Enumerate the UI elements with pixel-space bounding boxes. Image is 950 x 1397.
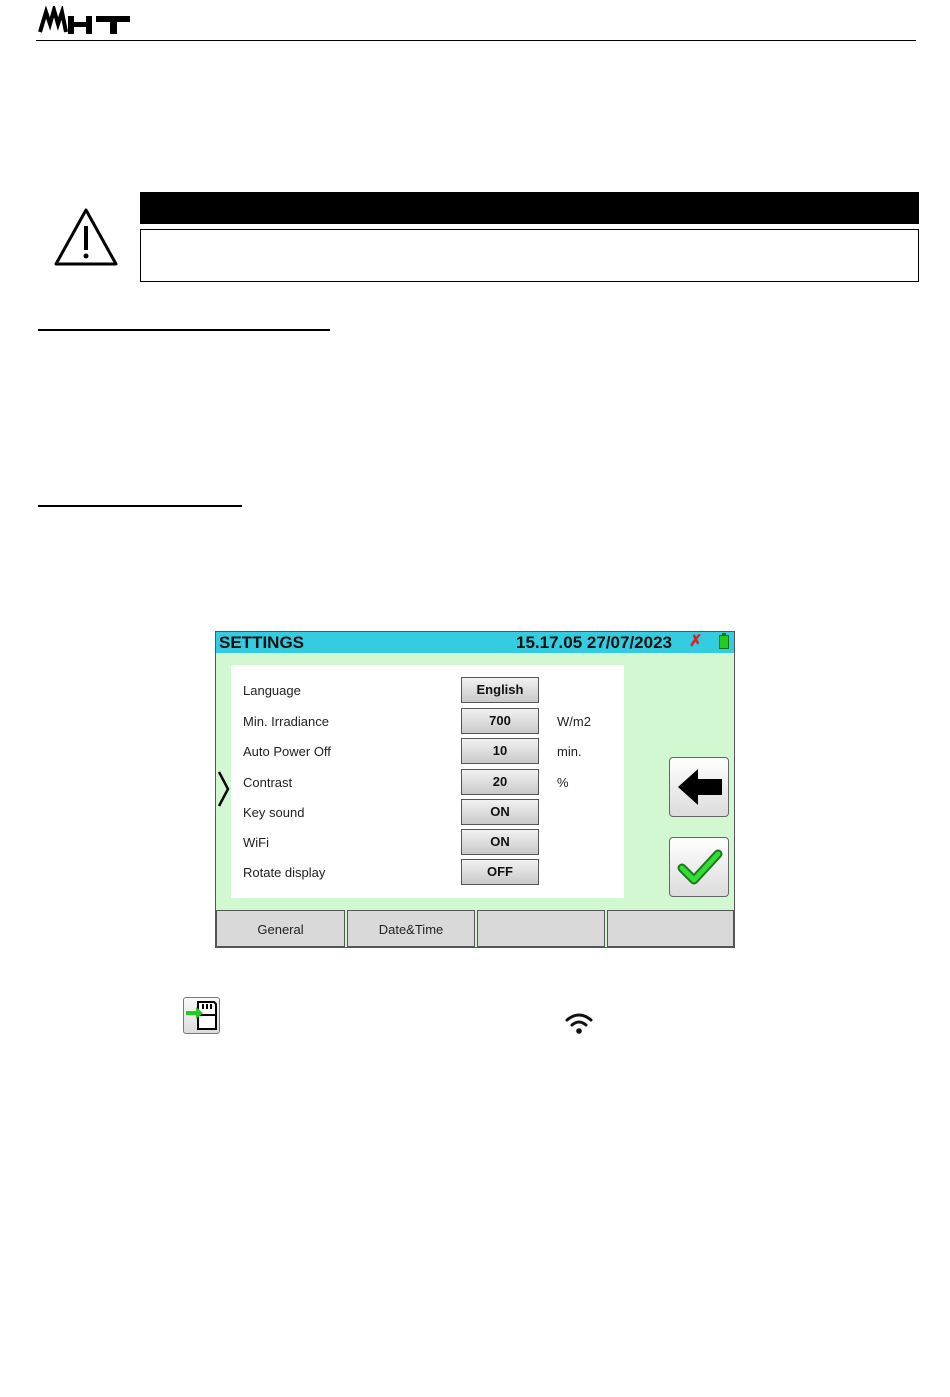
setting-row-language <box>231 677 624 707</box>
sd-card-icon <box>183 997 220 1034</box>
setting-label: Auto Power Off <box>243 744 331 759</box>
wifi-value-button[interactable]: ON <box>461 829 539 855</box>
language-value-button[interactable]: English <box>461 677 539 703</box>
setting-label: Min. Irradiance <box>243 714 329 729</box>
setting-row-min-irradiance <box>231 708 624 738</box>
setting-row-rotate-display <box>231 859 624 889</box>
setting-label: Contrast <box>243 775 293 790</box>
back-arrow-icon <box>676 766 724 808</box>
setting-label: WiFi <box>243 835 269 850</box>
warning-header-bar <box>140 192 919 224</box>
key-sound-value-button[interactable]: ON <box>461 799 539 825</box>
warning-text-box <box>140 229 919 282</box>
header-rule <box>36 40 916 41</box>
title-bar <box>216 632 734 653</box>
tab-bar <box>216 910 734 947</box>
settings-screen <box>215 631 735 948</box>
setting-row-contrast <box>231 769 624 799</box>
setting-label: Key sound <box>243 805 305 820</box>
auto-power-off-value-button[interactable]: 10 <box>461 738 539 764</box>
confirm-check-icon <box>676 846 724 888</box>
settings-list <box>231 665 624 898</box>
tab-general[interactable]: General <box>216 910 345 947</box>
close-x-icon: ✗ <box>689 633 703 650</box>
battery-icon <box>719 635 729 649</box>
contrast-value-button[interactable]: 20 <box>461 769 539 795</box>
setting-label: Rotate display <box>243 865 326 880</box>
setting-row-key-sound <box>231 799 624 829</box>
setting-row-auto-power-off <box>231 738 624 768</box>
setting-unit: % <box>557 775 569 790</box>
warning-triangle-icon <box>52 206 120 268</box>
screen-title: SETTINGS <box>219 633 305 652</box>
tab-empty[interactable] <box>477 910 605 947</box>
tab-date-time[interactable]: Date&Time <box>347 910 475 947</box>
min-irradiance-value-button[interactable]: 700 <box>461 708 539 734</box>
rotate-display-value-button[interactable]: OFF <box>461 859 539 885</box>
setting-unit: W/m2 <box>557 714 591 729</box>
setting-label: Language <box>243 683 301 698</box>
setting-row-wifi <box>231 829 624 859</box>
date-time-readout: 15.17.05 27/07/2023 <box>516 633 672 652</box>
back-button[interactable] <box>669 757 729 817</box>
ht-logo <box>38 6 132 36</box>
section-heading-underline <box>38 505 242 507</box>
tab-empty[interactable] <box>607 910 734 947</box>
wifi-icon <box>564 1011 594 1035</box>
section-heading-underline <box>38 329 330 331</box>
chevron-right-icon[interactable] <box>217 770 231 808</box>
setting-unit: min. <box>557 744 582 759</box>
confirm-button[interactable] <box>669 837 729 897</box>
